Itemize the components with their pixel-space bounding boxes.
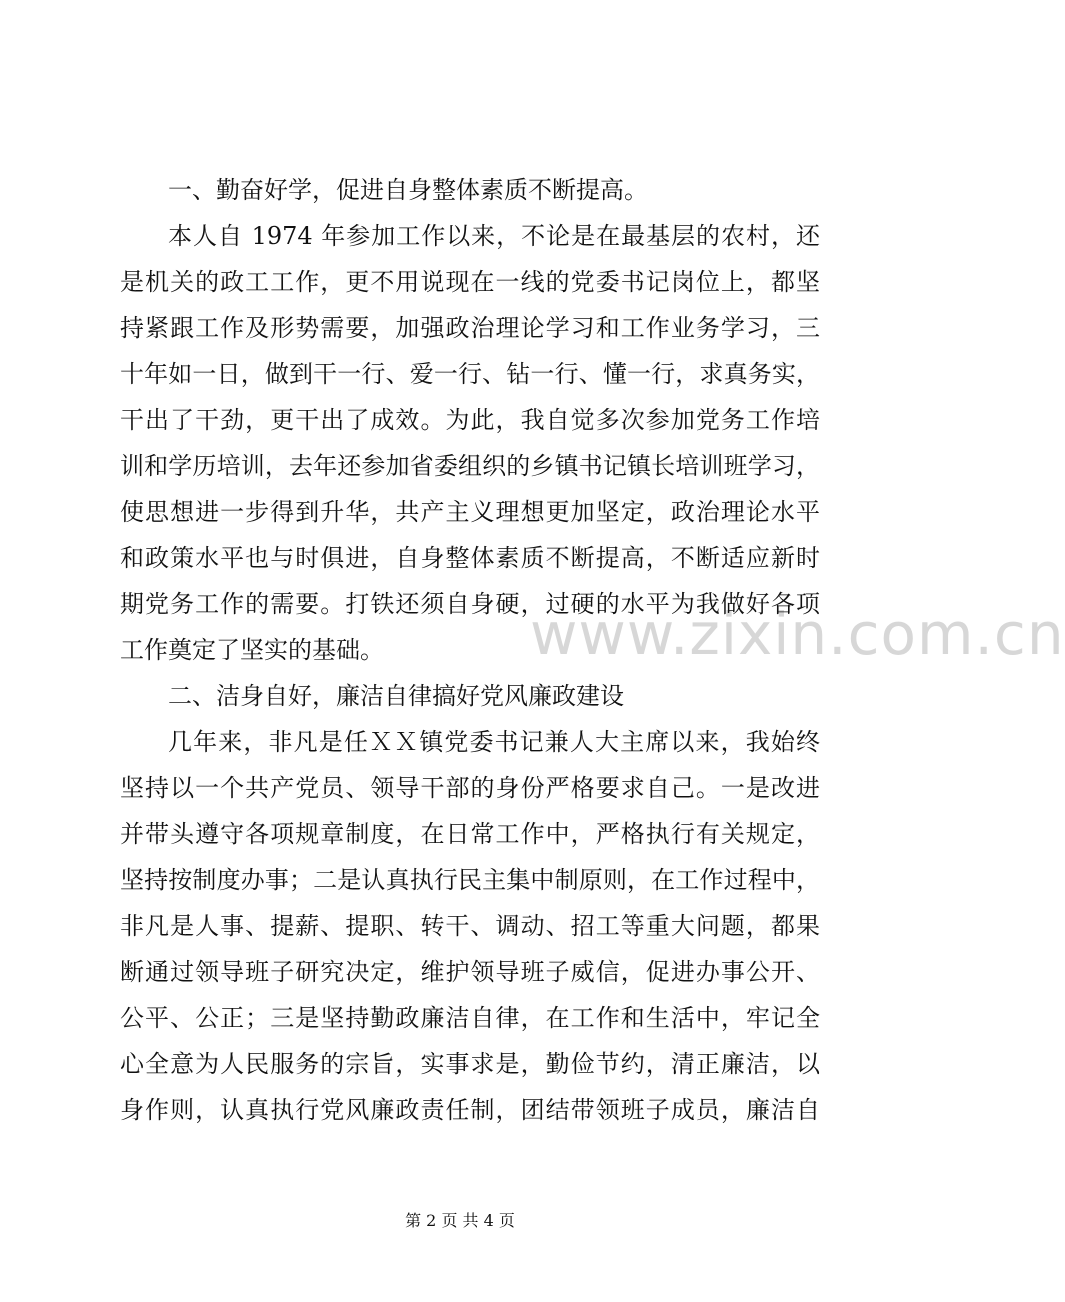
page-footer: 第 2 页 共 4 页 [405, 1211, 515, 1230]
text-line: 和政策水平也与时俱进，自身整体素质不断提高，不断适应新时 [120, 544, 820, 572]
text-line: 一、勤奋好学，促进自身整体素质不断提高。 [168, 176, 648, 204]
text-line: 期党务工作的需要。打铁还须自身硬，过硬的水平为我做好各项 [120, 590, 820, 618]
text-line: 心全意为人民服务的宗旨，实事求是，勤俭节约，清正廉洁，以 [120, 1050, 820, 1078]
text-line: 几年来，非凡是任ＸＸ镇党委书记兼人大主席以来，我始终 [168, 728, 820, 756]
text-line: 本人自 1974 年参加工作以来，不论是在最基层的农村，还 [168, 222, 820, 250]
text-line: 持紧跟工作及形势需要，加强政治理论学习和工作业务学习，三 [120, 314, 820, 342]
text-line: 十年如一日，做到干一行、爱一行、钻一行、懂一行，求真务实， [120, 360, 820, 388]
text-line: 断通过领导班子研究决定，维护领导班子威信，促进办事公开、 [120, 958, 820, 986]
text-line: 训和学历培训，去年还参加省委组织的乡镇书记镇长培训班学习， [120, 452, 820, 480]
text-line: 二、洁身自好，廉洁自律搞好党风廉政建设 [168, 682, 624, 710]
text-line: 坚持按制度办事；二是认真执行民主集中制原则，在工作过程中， [120, 866, 820, 894]
text-line: 干出了干劲，更干出了成效。为此，我自觉多次参加党务工作培 [120, 406, 820, 434]
text-line: 身作则，认真执行党风廉政责任制，团结带领班子成员，廉洁自 [120, 1096, 820, 1124]
text-line: 是机关的政工工作，更不用说现在一线的党委书记岗位上，都坚 [120, 268, 820, 296]
text-line: 使思想进一步得到升华，共产主义理想更加坚定，政治理论水平 [120, 498, 820, 526]
text-line: 非凡是人事、提薪、提职、转干、调动、招工等重大问题，都果 [120, 912, 820, 940]
text-line: 并带头遵守各项规章制度，在日常工作中，严格执行有关规定， [120, 820, 820, 848]
watermark: www.zixin.com.cn [530, 600, 1065, 668]
text-line: 工作奠定了坚实的基础。 [120, 636, 384, 664]
body-text [120, 167, 820, 1133]
text-line: 坚持以一个共产党员、领导干部的身份严格要求自己。一是改进 [120, 774, 820, 802]
text-line: 公平、公正；三是坚持勤政廉洁自律，在工作和生活中，牢记全 [120, 1004, 820, 1032]
